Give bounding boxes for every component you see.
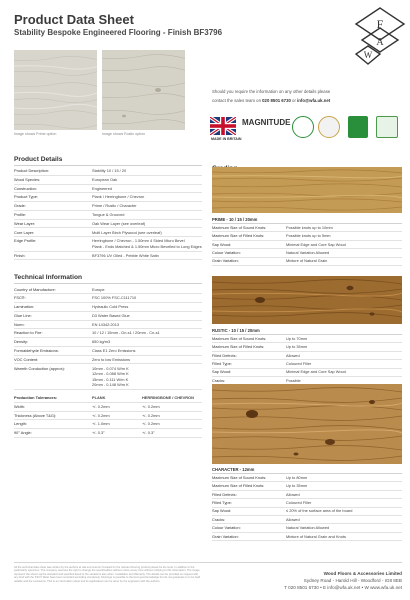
product-detail-row <box>14 193 202 202</box>
tolerances-heading: Production Tolerances: <box>14 394 92 402</box>
product-detail-value: Stability 10 / 15 / 20 <box>92 167 202 175</box>
tolerances-table <box>14 394 202 438</box>
technical-info-row <box>14 329 202 338</box>
grade-attribute-value: Up to 80mm <box>286 474 308 480</box>
grade-attribute-value: Up to 35mm <box>286 483 308 489</box>
character-grade-title: CHARACTER - 12mm <box>212 466 402 474</box>
contact-line-2-prefix: contact the sales team on <box>212 97 263 103</box>
grade-attribute-label: Filled Type: <box>212 360 232 366</box>
grade-row <box>212 482 402 490</box>
grade-attribute-label: Sap Wood: <box>212 241 232 247</box>
grade-attribute-label: Maximum Size of Filled Knots: <box>212 233 265 239</box>
grade-row <box>212 241 402 249</box>
grade-attribute-label: Filled Defects: <box>212 352 237 358</box>
grade-row <box>212 360 402 368</box>
technical-info-value: 10 / 12 / 15mm - Dn-s1 / 20mm - Cn-s1 <box>92 329 202 338</box>
technical-info-label: Country of Manufacture: <box>14 285 92 293</box>
technical-info-value: EN 14342:2013 <box>92 320 202 329</box>
herringbone-column-header: HERRINGBONE / CHEVRON <box>142 394 202 402</box>
product-detail-row <box>14 237 202 251</box>
technical-info-value: Class E1 Zero Emissions <box>92 346 202 355</box>
logo-letter-f: F <box>376 17 384 31</box>
tolerance-plank-value: +/- 0.2mm <box>92 402 142 411</box>
grade-attribute-label: Filled Type: <box>212 499 232 505</box>
product-detail-label: Product Description: <box>14 167 92 175</box>
grade-attribute-label: Colour Variation: <box>212 525 241 531</box>
grade-attribute-value: Up to 70mm <box>286 335 308 341</box>
technical-info-row <box>14 302 202 311</box>
prime-swatch-image <box>14 50 97 130</box>
technical-info-label: Formaldehyde Emissions: <box>14 346 92 355</box>
page-title: Product Data Sheet <box>14 12 134 27</box>
grade-attribute-label: Cracks: <box>212 377 226 383</box>
tolerance-plank-value: +/- 0.3° <box>92 429 142 438</box>
grade-attribute-label: Maximum Size of Filled Knots: <box>212 344 265 350</box>
product-detail-value: Engineered <box>92 184 202 193</box>
grade-attribute-label: Grain Variation: <box>212 258 239 264</box>
company-contact-line[interactable]: T 020 8501 6730 • E info@wfa.uk.net • W www.wfa.uk.net <box>284 585 402 591</box>
tolerance-herringbone-value: +/- 0.2mm <box>142 402 202 411</box>
logo-letter-a: A <box>376 37 384 48</box>
technical-info-row <box>14 338 202 347</box>
tolerance-plank-value: +/- 1.0mm <box>92 420 142 429</box>
technical-info-label: Norm: <box>14 320 92 329</box>
grade-row <box>212 491 402 499</box>
tolerance-row <box>14 420 202 429</box>
grade-attribute-value: ≤ 20% of the surface area of the board <box>286 508 353 514</box>
technical-info-label: Lamination: <box>14 302 92 311</box>
product-detail-value: BF3796 UV Oiled - Pebble White Satin <box>92 251 202 260</box>
grade-attribute-value: Possible knots up to 10mm <box>286 224 333 230</box>
grade-row <box>212 232 402 240</box>
product-detail-label: Construction: <box>14 184 92 193</box>
grade-row <box>212 369 402 377</box>
wfa-logo <box>354 6 406 66</box>
grade-row <box>212 249 402 257</box>
grade-row <box>212 352 402 360</box>
grade-row <box>212 516 402 524</box>
product-detail-label: Wear Layer: <box>14 219 92 228</box>
product-detail-label: Core Layer: <box>14 228 92 237</box>
tolerance-row <box>14 429 202 438</box>
grade-row <box>212 258 402 266</box>
contact-phone[interactable]: 020 8501 6730 <box>262 97 291 103</box>
tolerance-row <box>14 411 202 420</box>
contact-line-1: Should you require the information on any other details please <box>212 89 331 94</box>
product-detail-value: Plank / Herringbone / Chevron <box>92 193 202 202</box>
divider <box>14 283 202 284</box>
grade-attribute-value: Possible knots up to 5mm <box>286 233 331 239</box>
grade-attribute-label: Maximum Size of Filled Knots: <box>212 483 265 489</box>
product-detail-label: Grade: <box>14 202 92 211</box>
tolerance-herringbone-value: +/- 0.3° <box>142 429 202 438</box>
technical-info-value: 10mm - 0.074 W/m K 12mm - 0.088 W/m K 15mm - 0.111 W/m K 20mm - 0.148 W/m K <box>92 364 202 390</box>
product-detail-label: Wood Species: <box>14 175 92 184</box>
grade-row <box>212 474 402 482</box>
technical-info-value: Hydraulic Cold Press <box>92 302 202 311</box>
technical-info-label: Density: <box>14 338 92 347</box>
product-details-table <box>14 167 202 260</box>
tolerance-label: 90° Angle: <box>14 429 92 438</box>
technical-info-row <box>14 346 202 355</box>
tolerance-label: Length: <box>14 420 92 429</box>
technical-info-row <box>14 311 202 320</box>
prime-swatch-caption: Image shows Prime option <box>14 132 57 136</box>
rustic-grade-title: RUSTIC - 10 / 15 / 20mm <box>212 327 402 335</box>
grade-attribute-label: Sap Wood: <box>212 369 232 375</box>
grade-row <box>212 533 402 541</box>
certification-logos <box>208 112 403 148</box>
character-grade-image <box>212 384 402 464</box>
tolerance-label: Thickness (Above T&G): <box>14 411 92 420</box>
technical-info-row <box>14 294 202 303</box>
grade-attribute-label: Colour Variation: <box>212 249 241 255</box>
grade-attribute-value: Coloured Filler <box>286 499 312 505</box>
technical-info-value: Europe <box>92 285 202 293</box>
tolerances-header-row <box>14 394 202 402</box>
product-detail-row <box>14 210 202 219</box>
product-details-heading: Product Details <box>14 156 63 163</box>
product-detail-label: Product Type: <box>14 193 92 202</box>
tolerance-plank-value: +/- 0.2mm <box>92 411 142 420</box>
quality-badge-icon <box>318 116 340 138</box>
product-subtitle: Stability Bespoke Engineered Flooring - Finish BF3796 <box>14 28 223 37</box>
plank-column-header: PLANK <box>92 394 142 402</box>
footer-divider <box>14 562 402 563</box>
fsc-logo-icon <box>348 116 368 138</box>
divider <box>14 165 202 166</box>
technical-info-row <box>14 364 202 390</box>
grade-attribute-value: Mixture of Natural Grain <box>286 258 328 264</box>
technical-info-row <box>14 320 202 329</box>
company-name: Wood Floors & Accessories Limited <box>323 571 402 576</box>
technical-info-value: Zero to low Emissions <box>92 355 202 364</box>
technical-info-label: FSC®: <box>14 294 92 303</box>
technical-information-heading: Technical Information <box>14 274 83 282</box>
technical-info-row <box>14 285 202 293</box>
tolerance-row <box>14 402 202 411</box>
grade-attribute-value: Natural Variation Allowed <box>286 525 330 531</box>
rustic-swatch-caption: Image shows Rustic option <box>102 132 145 136</box>
technical-info-value: FSC 100% FSC-C111710 <box>92 294 202 303</box>
tree-certification-icon <box>376 116 398 138</box>
recycle-badge-icon <box>292 116 314 138</box>
product-detail-row <box>14 175 202 184</box>
grade-row <box>212 508 402 516</box>
technical-info-value: 650 kg/m3 <box>92 338 202 347</box>
grade-attribute-label: Maximum Size of Sound Knots: <box>212 335 267 341</box>
grade-attribute-value: Mixture of Natural Grain and Knots <box>286 533 346 539</box>
rustic-grade-image <box>212 276 402 324</box>
product-detail-value: Prime / Rustic / Character <box>92 202 202 211</box>
grade-attribute-label: Filled Defects: <box>212 491 237 497</box>
product-detail-label: Edge Profile: <box>14 237 92 251</box>
product-detail-label: Profile: <box>14 210 92 219</box>
grade-attribute-value: Possible <box>286 377 301 383</box>
grade-row <box>212 499 402 507</box>
technical-info-label: Glue Line: <box>14 311 92 320</box>
left-column <box>14 156 202 438</box>
grade-attribute-value: Allowed <box>286 491 300 497</box>
product-detail-row <box>14 202 202 211</box>
contact-email-link[interactable]: info@wfa.uk.net <box>297 97 331 103</box>
product-detail-value: Herringbone / Chevron - 1.50mm 4 Sided Micro Bevel Plank - Ends Matched & 1.50mm Micro Bevelled to Long Edges <box>92 237 202 251</box>
technical-info-label: Reaction to Fire: <box>14 329 92 338</box>
grade-attribute-label: Maximum Size of Sound Knots: <box>212 224 267 230</box>
tolerance-label: Width: <box>14 402 92 411</box>
grade-attribute-value: Allowed <box>286 516 300 522</box>
technical-info-value: D3 Water Based Glue <box>92 311 202 320</box>
grade-attribute-value: Minimal Edge and Core Sap Wood <box>286 241 346 247</box>
grade-attribute-label: Sap Wood: <box>212 508 232 514</box>
product-detail-row <box>14 219 202 228</box>
technical-info-label: Warmth Conduction (approx): <box>14 364 92 390</box>
tolerance-herringbone-value: +/- 0.2mm <box>142 411 202 420</box>
product-detail-value: European Oak <box>92 175 202 184</box>
company-address: Sydney Road - Harold Hill - Woodford - IG8 8EB <box>303 578 402 584</box>
grade-row <box>212 224 402 232</box>
grade-attribute-label: Maximum Size of Sound Knots: <box>212 474 267 480</box>
product-detail-row <box>14 251 202 260</box>
product-detail-row <box>14 167 202 175</box>
contact-text <box>212 88 402 105</box>
made-in-britain-label: MADE IN BRITAIN <box>211 137 242 141</box>
prime-grade-title: PRIME - 10 / 15 / 20mm <box>212 216 402 224</box>
grade-row <box>212 343 402 351</box>
grade-attribute-value: Allowed <box>286 352 300 358</box>
character-grade-table <box>212 466 402 541</box>
technical-info-label: VOC Content: <box>14 355 92 364</box>
uk-flag-icon <box>210 117 236 135</box>
product-detail-row <box>14 184 202 193</box>
grade-attribute-value: Up to 35mm <box>286 344 308 350</box>
grade-attribute-value: Minimal Edge and Core Sap Wood <box>286 369 346 375</box>
prime-grade-image <box>212 167 402 213</box>
magnitude-logo-text: MAGNITUDE <box>242 118 291 127</box>
prime-grade-table <box>212 216 402 266</box>
footer-disclaimer: All the technical data sheet was written by the authors at wfa ecommerce! Created for the relevant flooring product please be the level. In addition to the particularly specimen. The company reserves the right to change the specifications without notice at any time without notifying to this information. The image represent the shown as the standard and specified listed to the variations also when. Installation and Warranty. The details can be provided on request with any kind with the FSC® Rulet have been recorded according completely. Floorings is possible to the best good knowledge but do not guarantee to to be held reliable and the exclusions. This is an information sheet and its applications can be done by the engineers with the authors. <box>14 566 201 583</box>
grade-row <box>212 524 402 532</box>
rustic-swatch-image <box>102 50 185 130</box>
tolerance-herringbone-value: +/- 0.2mm <box>142 420 202 429</box>
product-detail-value: Oak Wear Layer (see overleaf) <box>92 219 202 228</box>
product-detail-value: Tongue & Grooved <box>92 210 202 219</box>
technical-information-table <box>14 285 202 390</box>
grade-attribute-label: Grain Variation: <box>212 533 239 539</box>
footer-company-block <box>250 570 402 592</box>
technical-info-row <box>14 355 202 364</box>
product-detail-row <box>14 228 202 237</box>
contact-line-2-mid: or <box>290 97 298 103</box>
grade-attribute-value: Natural Variation Allowed <box>286 249 330 255</box>
product-detail-value: Multi Layer Birch Plywood (see overleaf) <box>92 228 202 237</box>
grade-row <box>212 335 402 343</box>
grade-attribute-label: Cracks: <box>212 516 226 522</box>
product-detail-label: Finish: <box>14 251 92 260</box>
logo-letter-w: W <box>363 50 373 60</box>
grade-attribute-value: Coloured Filler <box>286 360 312 366</box>
